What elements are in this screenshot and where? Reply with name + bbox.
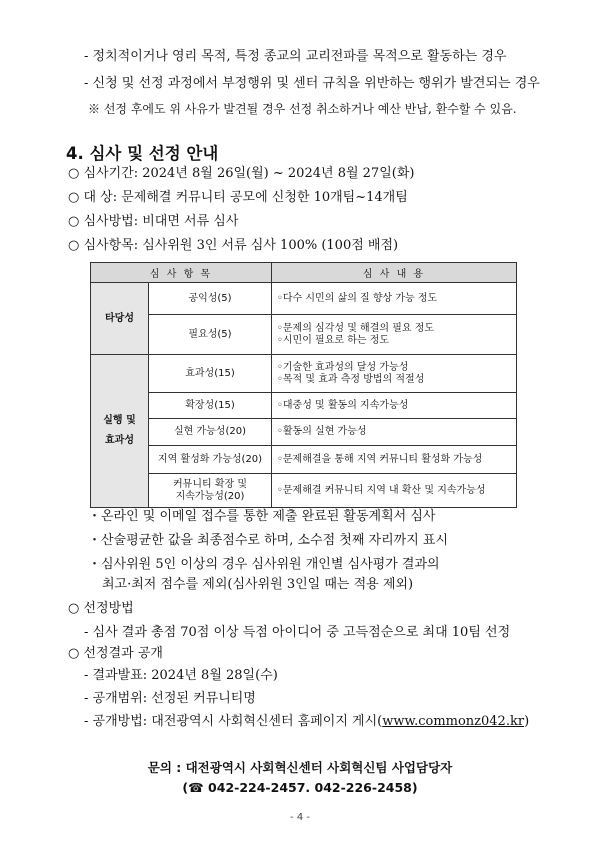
intro-line-2: - 신청 및 선정 과정에서 부정행위 및 센터 규칙을 위반하는 행위가 발견되는 경우 (84, 76, 540, 91)
criteria-table (90, 262, 517, 508)
note-1: ・온라인 및 이메일 접수를 통한 제출 완료된 활동계획서 심사 (88, 509, 436, 524)
section-title: 4. 심사 및 선정 안내 (66, 144, 219, 163)
announcement-title: ○ 선정결과 공개 (68, 646, 163, 661)
note-2: ・산술평균한 값을 최종점수로 하며, 소수점 첫째 자리까지 표시 (88, 533, 449, 548)
contact-phone: (☎ 042-224-2457. 042-226-2458) (182, 780, 418, 795)
announcement-scope: - 공개범위: 선정된 커뮤니티명 (84, 691, 256, 706)
selection-method-title: ○ 선정방법 (68, 601, 134, 616)
group-execution: 실행 및 효과성 (91, 355, 149, 508)
desc-feasibility: ◦활동의 실현 가능성 (272, 419, 517, 446)
intro-note: ※ 선정 후에도 위 사유가 발견될 경우 선정 취소하거나 예산 반납, 환수할 수 있음. (88, 102, 517, 116)
table-row (91, 474, 517, 508)
item-effectiveness: 효과성(15) (149, 355, 272, 393)
desc-necessity: ◦문제의 심각성 및 해결의 필요 정도 ◦시민이 필요로 하는 정도 (272, 315, 517, 355)
homepage-link[interactable]: www.commonz042.kr (382, 714, 525, 729)
selection-method-detail: - 심사 결과 총점 70점 이상 득점 아이디어 중 고득점순으로 최대 10팀 선정 (84, 625, 511, 640)
table-row (91, 393, 517, 419)
contact-line: 문의 : 대전광역시 사회혁신센터 사회혁신팀 사업담당자 (147, 760, 453, 775)
header-item: 심 사 항 목 (91, 263, 272, 283)
table-row (91, 283, 517, 315)
item-local-activation: 지역 활성화 가능성(20) (149, 446, 272, 474)
table-row (91, 419, 517, 446)
page-number: - 4 - (290, 812, 310, 823)
item-publicness: 공익성(5) (149, 283, 272, 315)
note-3-continued: 최고·최저 점수를 제외(심사위원 3인일 때는 적용 제외) (102, 577, 414, 592)
intro-line-1: - 정치적이거나 영리 목적, 특정 종교의 교리전파를 목적으로 활동하는 경우 (84, 49, 507, 64)
note-3: ・심사위원 5인 이상의 경우 심사위원 개인별 심사평가 결과의 (88, 557, 440, 572)
desc-scalability: ◦대중성 및 활동의 지속가능성 (272, 393, 517, 419)
review-target: ○ 대 상: 문제해결 커뮤니티 공모에 신청한 10개팀~14개팀 (68, 190, 408, 205)
announcement-method: - 공개방법: 대전광역시 사회혁신센터 홈페이지 게시(www.commonz042.kr) (84, 714, 530, 729)
item-scalability: 확장성(15) (149, 393, 272, 419)
table-header-row (91, 263, 517, 283)
desc-effectiveness: ◦기술한 효과성의 달성 가능성 ◦목적 및 효과 측정 방법의 적절성 (272, 355, 517, 393)
table-row (91, 355, 517, 393)
table-row (91, 315, 517, 355)
desc-community-expansion: ◦문제해결 커뮤니티 지역 내 확산 및 지속가능성 (272, 474, 517, 508)
desc-publicness: ◦다수 시민의 삶의 질 향상 가능 정도 (272, 283, 517, 315)
item-community-expansion: 커뮤니티 확장 및 지속가능성(20) (149, 474, 272, 508)
table-row (91, 446, 517, 474)
review-method: ○ 심사방법: 비대면 서류 심사 (68, 214, 239, 229)
review-period: ○ 심사기간: 2024년 8월 26일(월) ~ 2024년 8월 27일(화) (68, 166, 415, 181)
desc-local-activation: ◦문제해결을 통해 지역 커뮤니티 활성화 가능성 (272, 446, 517, 474)
item-feasibility: 실현 가능성(20) (149, 419, 272, 446)
item-necessity: 필요성(5) (149, 315, 272, 355)
review-items: ○ 심사항목: 심사위원 3인 서류 심사 100% (100점 배점) (68, 238, 399, 253)
group-validity: 타당성 (91, 283, 149, 355)
header-content: 심 사 내 용 (272, 263, 517, 283)
announcement-date: - 결과발표: 2024년 8월 28일(수) (84, 668, 278, 683)
